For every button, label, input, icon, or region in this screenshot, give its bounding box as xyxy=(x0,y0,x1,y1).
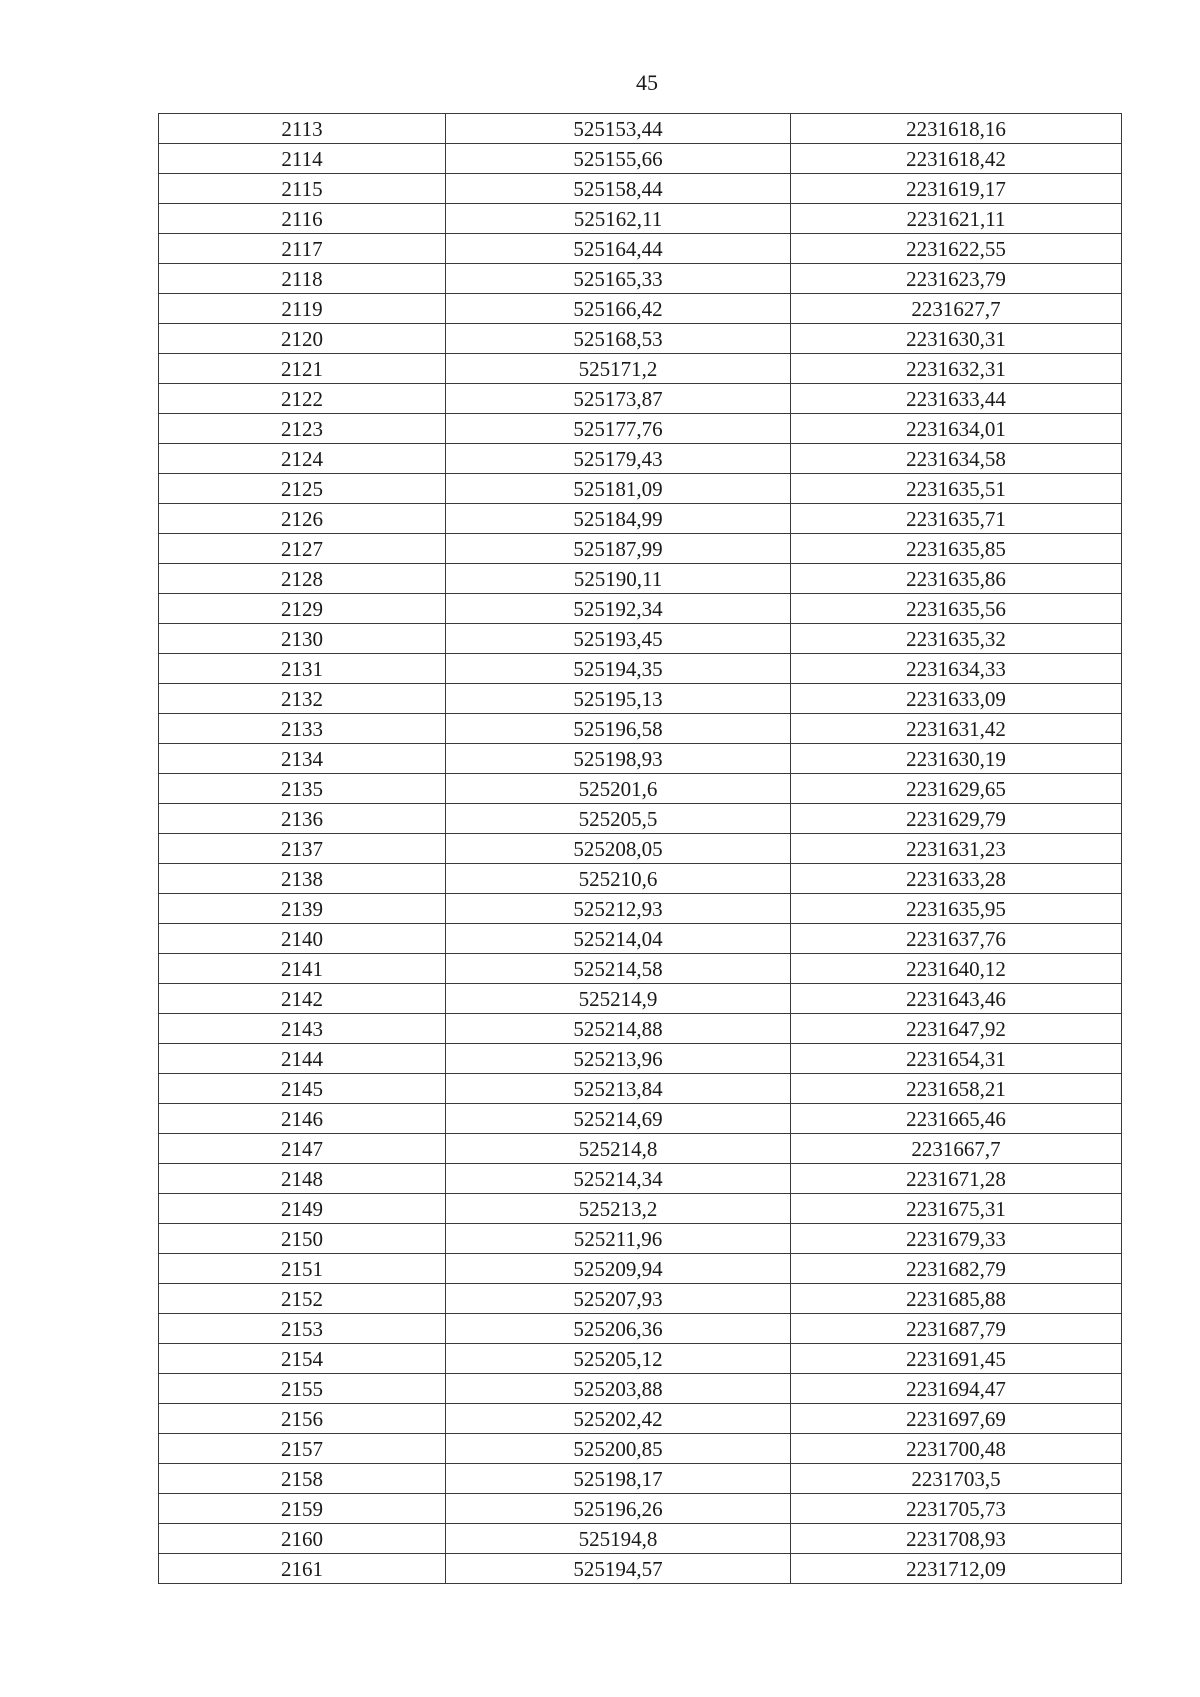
x-coordinate-cell: 525201,6 xyxy=(446,774,791,804)
table-row xyxy=(159,564,1122,594)
x-coordinate-cell: 525153,44 xyxy=(446,114,791,144)
table-row xyxy=(159,294,1122,324)
point-number-cell: 2145 xyxy=(159,1074,446,1104)
table-body xyxy=(159,114,1122,1584)
y-coordinate-cell: 2231618,42 xyxy=(791,144,1122,174)
y-coordinate-cell: 2231703,5 xyxy=(791,1464,1122,1494)
y-coordinate-cell: 2231640,12 xyxy=(791,954,1122,984)
table-row xyxy=(159,354,1122,384)
y-coordinate-cell: 2231637,76 xyxy=(791,924,1122,954)
y-coordinate-cell: 2231635,71 xyxy=(791,504,1122,534)
x-coordinate-cell: 525211,96 xyxy=(446,1224,791,1254)
table-row xyxy=(159,1434,1122,1464)
table-row xyxy=(159,894,1122,924)
point-number-cell: 2124 xyxy=(159,444,446,474)
y-coordinate-cell: 2231631,42 xyxy=(791,714,1122,744)
x-coordinate-cell: 525214,88 xyxy=(446,1014,791,1044)
x-coordinate-cell: 525173,87 xyxy=(446,384,791,414)
coordinates-table xyxy=(158,113,1122,1584)
table-row xyxy=(159,174,1122,204)
table-row xyxy=(159,594,1122,624)
point-number-cell: 2146 xyxy=(159,1104,446,1134)
table-row xyxy=(159,1194,1122,1224)
point-number-cell: 2143 xyxy=(159,1014,446,1044)
y-coordinate-cell: 2231631,23 xyxy=(791,834,1122,864)
y-coordinate-cell: 2231694,47 xyxy=(791,1374,1122,1404)
x-coordinate-cell: 525196,58 xyxy=(446,714,791,744)
x-coordinate-cell: 525207,93 xyxy=(446,1284,791,1314)
point-number-cell: 2136 xyxy=(159,804,446,834)
x-coordinate-cell: 525210,6 xyxy=(446,864,791,894)
y-coordinate-cell: 2231685,88 xyxy=(791,1284,1122,1314)
y-coordinate-cell: 2231647,92 xyxy=(791,1014,1122,1044)
point-number-cell: 2147 xyxy=(159,1134,446,1164)
x-coordinate-cell: 525194,35 xyxy=(446,654,791,684)
x-coordinate-cell: 525200,85 xyxy=(446,1434,791,1464)
y-coordinate-cell: 2231708,93 xyxy=(791,1524,1122,1554)
y-coordinate-cell: 2231621,11 xyxy=(791,204,1122,234)
x-coordinate-cell: 525179,43 xyxy=(446,444,791,474)
point-number-cell: 2119 xyxy=(159,294,446,324)
table-row xyxy=(159,864,1122,894)
table-row xyxy=(159,1014,1122,1044)
table-row xyxy=(159,1374,1122,1404)
x-coordinate-cell: 525212,93 xyxy=(446,894,791,924)
x-coordinate-cell: 525205,12 xyxy=(446,1344,791,1374)
x-coordinate-cell: 525214,8 xyxy=(446,1134,791,1164)
x-coordinate-cell: 525213,96 xyxy=(446,1044,791,1074)
y-coordinate-cell: 2231691,45 xyxy=(791,1344,1122,1374)
y-coordinate-cell: 2231627,7 xyxy=(791,294,1122,324)
point-number-cell: 2128 xyxy=(159,564,446,594)
x-coordinate-cell: 525158,44 xyxy=(446,174,791,204)
point-number-cell: 2155 xyxy=(159,1374,446,1404)
table-row xyxy=(159,654,1122,684)
point-number-cell: 2144 xyxy=(159,1044,446,1074)
point-number-cell: 2122 xyxy=(159,384,446,414)
x-coordinate-cell: 525192,34 xyxy=(446,594,791,624)
y-coordinate-cell: 2231671,28 xyxy=(791,1164,1122,1194)
table-row xyxy=(159,384,1122,414)
table-row xyxy=(159,834,1122,864)
x-coordinate-cell: 525164,44 xyxy=(446,234,791,264)
table-row xyxy=(159,414,1122,444)
x-coordinate-cell: 525209,94 xyxy=(446,1254,791,1284)
point-number-cell: 2129 xyxy=(159,594,446,624)
point-number-cell: 2138 xyxy=(159,864,446,894)
point-number-cell: 2137 xyxy=(159,834,446,864)
table-row xyxy=(159,624,1122,654)
table-row xyxy=(159,1404,1122,1434)
point-number-cell: 2120 xyxy=(159,324,446,354)
y-coordinate-cell: 2231675,31 xyxy=(791,1194,1122,1224)
x-coordinate-cell: 525213,84 xyxy=(446,1074,791,1104)
y-coordinate-cell: 2231634,01 xyxy=(791,414,1122,444)
x-coordinate-cell: 525214,04 xyxy=(446,924,791,954)
x-coordinate-cell: 525162,11 xyxy=(446,204,791,234)
table-row xyxy=(159,1254,1122,1284)
y-coordinate-cell: 2231667,7 xyxy=(791,1134,1122,1164)
table-row xyxy=(159,144,1122,174)
table-row xyxy=(159,1494,1122,1524)
x-coordinate-cell: 525214,58 xyxy=(446,954,791,984)
x-coordinate-cell: 525193,45 xyxy=(446,624,791,654)
point-number-cell: 2127 xyxy=(159,534,446,564)
point-number-cell: 2149 xyxy=(159,1194,446,1224)
x-coordinate-cell: 525171,2 xyxy=(446,354,791,384)
point-number-cell: 2156 xyxy=(159,1404,446,1434)
table-row xyxy=(159,1074,1122,1104)
point-number-cell: 2148 xyxy=(159,1164,446,1194)
point-number-cell: 2153 xyxy=(159,1314,446,1344)
table-row xyxy=(159,744,1122,774)
x-coordinate-cell: 525198,17 xyxy=(446,1464,791,1494)
y-coordinate-cell: 2231682,79 xyxy=(791,1254,1122,1284)
point-number-cell: 2134 xyxy=(159,744,446,774)
point-number-cell: 2132 xyxy=(159,684,446,714)
point-number-cell: 2117 xyxy=(159,234,446,264)
point-number-cell: 2118 xyxy=(159,264,446,294)
table-row xyxy=(159,1314,1122,1344)
point-number-cell: 2139 xyxy=(159,894,446,924)
point-number-cell: 2150 xyxy=(159,1224,446,1254)
y-coordinate-cell: 2231634,58 xyxy=(791,444,1122,474)
table-row xyxy=(159,264,1122,294)
y-coordinate-cell: 2231658,21 xyxy=(791,1074,1122,1104)
x-coordinate-cell: 525194,8 xyxy=(446,1524,791,1554)
table-row xyxy=(159,234,1122,264)
point-number-cell: 2126 xyxy=(159,504,446,534)
table-row xyxy=(159,324,1122,354)
x-coordinate-cell: 525195,13 xyxy=(446,684,791,714)
x-coordinate-cell: 525177,76 xyxy=(446,414,791,444)
x-coordinate-cell: 525165,33 xyxy=(446,264,791,294)
point-number-cell: 2151 xyxy=(159,1254,446,1284)
point-number-cell: 2113 xyxy=(159,114,446,144)
x-coordinate-cell: 525155,66 xyxy=(446,144,791,174)
table-row xyxy=(159,684,1122,714)
x-coordinate-cell: 525194,57 xyxy=(446,1554,791,1584)
point-number-cell: 2141 xyxy=(159,954,446,984)
y-coordinate-cell: 2231630,19 xyxy=(791,744,1122,774)
point-number-cell: 2142 xyxy=(159,984,446,1014)
table-row xyxy=(159,714,1122,744)
y-coordinate-cell: 2231619,17 xyxy=(791,174,1122,204)
table-row xyxy=(159,534,1122,564)
x-coordinate-cell: 525214,9 xyxy=(446,984,791,1014)
y-coordinate-cell: 2231635,86 xyxy=(791,564,1122,594)
x-coordinate-cell: 525168,53 xyxy=(446,324,791,354)
y-coordinate-cell: 2231687,79 xyxy=(791,1314,1122,1344)
y-coordinate-cell: 2231635,51 xyxy=(791,474,1122,504)
y-coordinate-cell: 2231632,31 xyxy=(791,354,1122,384)
y-coordinate-cell: 2231633,44 xyxy=(791,384,1122,414)
x-coordinate-cell: 525184,99 xyxy=(446,504,791,534)
table-row xyxy=(159,504,1122,534)
x-coordinate-cell: 525198,93 xyxy=(446,744,791,774)
point-number-cell: 2133 xyxy=(159,714,446,744)
point-number-cell: 2158 xyxy=(159,1464,446,1494)
point-number-cell: 2123 xyxy=(159,414,446,444)
y-coordinate-cell: 2231712,09 xyxy=(791,1554,1122,1584)
y-coordinate-cell: 2231633,09 xyxy=(791,684,1122,714)
x-coordinate-cell: 525206,36 xyxy=(446,1314,791,1344)
table-row xyxy=(159,474,1122,504)
x-coordinate-cell: 525190,11 xyxy=(446,564,791,594)
table-row xyxy=(159,204,1122,234)
point-number-cell: 2160 xyxy=(159,1524,446,1554)
y-coordinate-cell: 2231635,32 xyxy=(791,624,1122,654)
y-coordinate-cell: 2231665,46 xyxy=(791,1104,1122,1134)
x-coordinate-cell: 525208,05 xyxy=(446,834,791,864)
page-number: 45 xyxy=(636,70,658,95)
table-row xyxy=(159,1224,1122,1254)
y-coordinate-cell: 2231629,79 xyxy=(791,804,1122,834)
table-row xyxy=(159,1284,1122,1314)
x-coordinate-cell: 525203,88 xyxy=(446,1374,791,1404)
y-coordinate-cell: 2231697,69 xyxy=(791,1404,1122,1434)
table-row xyxy=(159,1104,1122,1134)
y-coordinate-cell: 2231633,28 xyxy=(791,864,1122,894)
y-coordinate-cell: 2231635,85 xyxy=(791,534,1122,564)
point-number-cell: 2140 xyxy=(159,924,446,954)
point-number-cell: 2121 xyxy=(159,354,446,384)
x-coordinate-cell: 525196,26 xyxy=(446,1494,791,1524)
point-number-cell: 2131 xyxy=(159,654,446,684)
table-row xyxy=(159,984,1122,1014)
y-coordinate-cell: 2231630,31 xyxy=(791,324,1122,354)
point-number-cell: 2125 xyxy=(159,474,446,504)
point-number-cell: 2135 xyxy=(159,774,446,804)
y-coordinate-cell: 2231635,56 xyxy=(791,594,1122,624)
point-number-cell: 2152 xyxy=(159,1284,446,1314)
x-coordinate-cell: 525181,09 xyxy=(446,474,791,504)
y-coordinate-cell: 2231643,46 xyxy=(791,984,1122,1014)
x-coordinate-cell: 525202,42 xyxy=(446,1404,791,1434)
table-row xyxy=(159,1554,1122,1584)
table-row xyxy=(159,1524,1122,1554)
table-row xyxy=(159,1044,1122,1074)
point-number-cell: 2116 xyxy=(159,204,446,234)
point-number-cell: 2154 xyxy=(159,1344,446,1374)
table-row xyxy=(159,1164,1122,1194)
point-number-cell: 2115 xyxy=(159,174,446,204)
x-coordinate-cell: 525214,69 xyxy=(446,1104,791,1134)
x-coordinate-cell: 525213,2 xyxy=(446,1194,791,1224)
y-coordinate-cell: 2231622,55 xyxy=(791,234,1122,264)
y-coordinate-cell: 2231635,95 xyxy=(791,894,1122,924)
x-coordinate-cell: 525187,99 xyxy=(446,534,791,564)
y-coordinate-cell: 2231705,73 xyxy=(791,1494,1122,1524)
table-row xyxy=(159,114,1122,144)
x-coordinate-cell: 525214,34 xyxy=(446,1164,791,1194)
table-row xyxy=(159,954,1122,984)
point-number-cell: 2157 xyxy=(159,1434,446,1464)
table-row xyxy=(159,444,1122,474)
point-number-cell: 2130 xyxy=(159,624,446,654)
point-number-cell: 2114 xyxy=(159,144,446,174)
point-number-cell: 2159 xyxy=(159,1494,446,1524)
y-coordinate-cell: 2231629,65 xyxy=(791,774,1122,804)
table-row xyxy=(159,774,1122,804)
table-row xyxy=(159,1464,1122,1494)
y-coordinate-cell: 2231679,33 xyxy=(791,1224,1122,1254)
y-coordinate-cell: 2231623,79 xyxy=(791,264,1122,294)
point-number-cell: 2161 xyxy=(159,1554,446,1584)
table-row xyxy=(159,924,1122,954)
y-coordinate-cell: 2231618,16 xyxy=(791,114,1122,144)
y-coordinate-cell: 2231700,48 xyxy=(791,1434,1122,1464)
table-row xyxy=(159,1134,1122,1164)
table-row xyxy=(159,804,1122,834)
table-row xyxy=(159,1344,1122,1374)
y-coordinate-cell: 2231654,31 xyxy=(791,1044,1122,1074)
x-coordinate-cell: 525166,42 xyxy=(446,294,791,324)
x-coordinate-cell: 525205,5 xyxy=(446,804,791,834)
y-coordinate-cell: 2231634,33 xyxy=(791,654,1122,684)
